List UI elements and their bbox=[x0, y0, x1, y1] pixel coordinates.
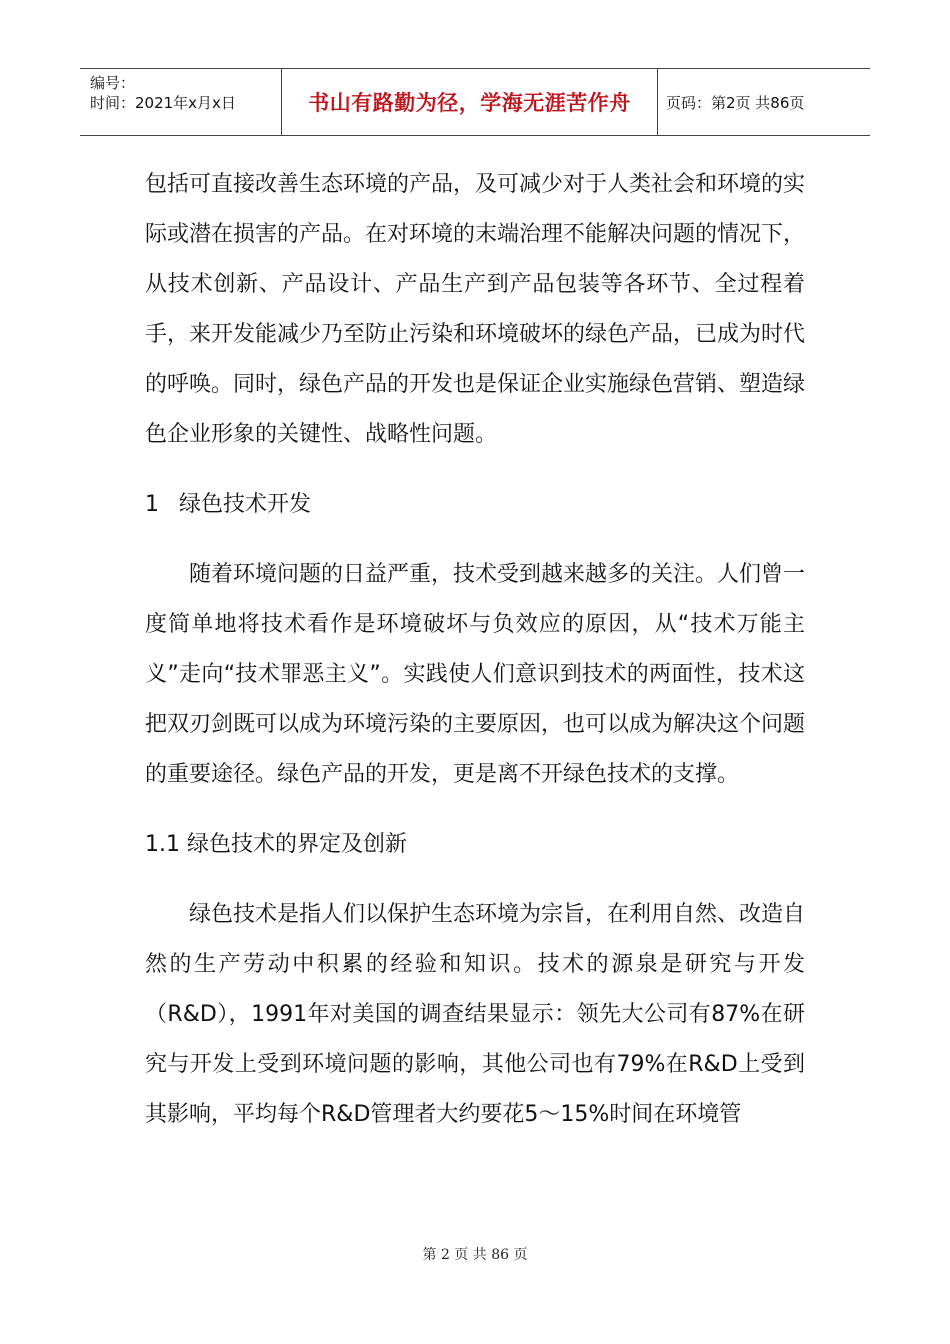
header-meta bbox=[80, 69, 282, 135]
section-heading-1 bbox=[145, 480, 805, 530]
section-heading-1-text: 绿色技术开发 bbox=[179, 492, 312, 517]
page-header bbox=[80, 68, 870, 136]
header-motto: 书山有路勤为径，学海无涯苦作舟 bbox=[282, 69, 658, 135]
paragraph-2: 随着环境问题的日益严重，技术受到越来越多的关注。人们曾一度简单地将技术看作是环境破坏与负效应的原因，从“技术万能主义”走向“技术罪恶主义”。实践使人们意识到技术的两面性，技术这把双刃剑既可以成为环境污染的主要原因，也可以成为解决这个问题的重要途径。绿色产品的开发，更是离不开绿色技术的支撑。 bbox=[145, 562, 806, 787]
paragraph-1: 包括可直接改善生态环境的产品，及可减少对于人类社会和环境的实际或潜在损害的产品。在对环境的末端治理不能解决问题的情况下，从技术创新、产品设计、产品生产到产品包装等各环节、全过程着手，来开发能减少乃至防止污染和环境破坏的绿色产品，已成为时代的呼唤。同时，绿色产品的开发也是保证企业实施绿色营销、塑造绿色企业形象的关键性、战略性问题。 bbox=[145, 172, 806, 447]
paragraph-3: 绿色技术是指人们以保护生态环境为宗旨，在利用自然、改造自然的生产劳动中积累的经验和知识。技术的源泉是研究与开发（R&D），1991年对美国的调查结果显示：领先大公司有87%在研究与开发上受到环境问题的影响，其他公司也有79%在R&D上受到其影响，平均每个R&D管理者大约要花5～15%时间在环境管 bbox=[145, 902, 806, 1127]
document-number-label: 编号： bbox=[90, 74, 136, 92]
section-heading-1-number: 1 bbox=[145, 492, 159, 517]
page-footer: 第 2 页 共 86 页 bbox=[422, 1247, 528, 1263]
header-page-info: 页码：第2页 共86页 bbox=[666, 93, 805, 112]
document-body bbox=[145, 160, 805, 1140]
document-time: 时间：2021年x月x日 bbox=[90, 94, 236, 112]
section-heading-1-1: 1.1 绿色技术的界定及创新 bbox=[145, 832, 407, 857]
